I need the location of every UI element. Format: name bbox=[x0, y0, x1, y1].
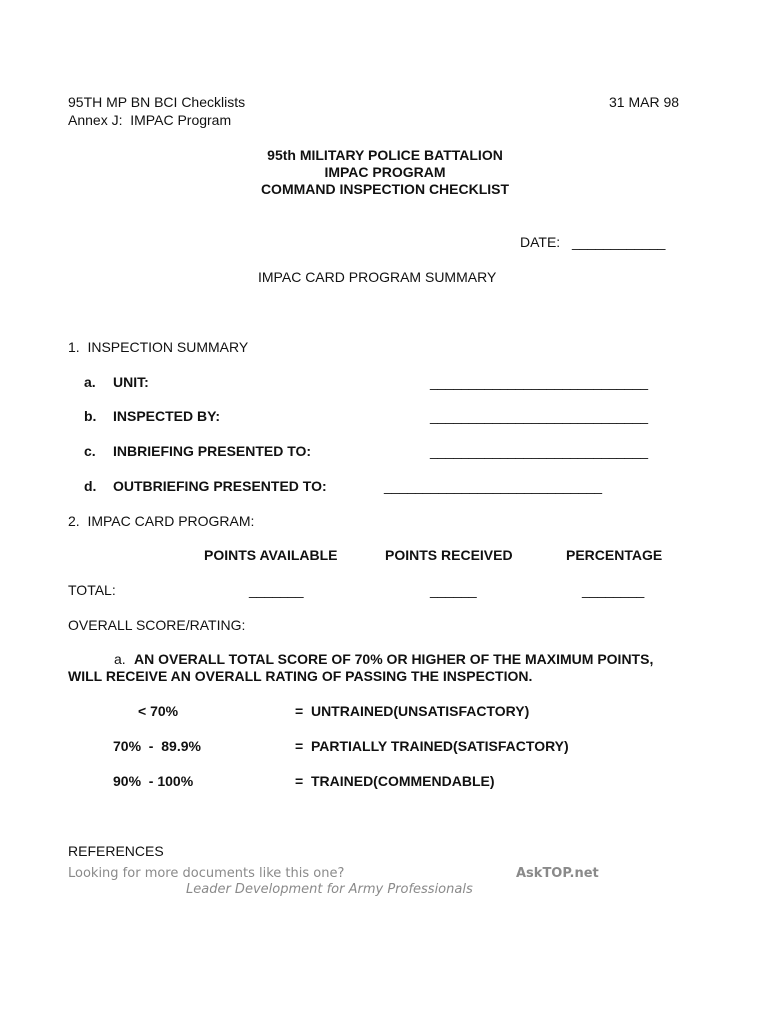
item-b-label: INSPECTED BY: bbox=[113, 408, 221, 424]
title-line-2: IMPAC PROGRAM bbox=[324, 164, 446, 180]
column-points-received: POINTS RECEIVED bbox=[385, 547, 513, 563]
item-b-letter: b. bbox=[84, 408, 97, 424]
rating-range-trained: 90% - 100% bbox=[113, 773, 194, 789]
item-d-label: OUTBRIEFING PRESENTED TO: bbox=[113, 478, 327, 494]
column-percentage: PERCENTAGE bbox=[566, 547, 663, 563]
section1-heading: 1. INSPECTION SUMMARY bbox=[68, 339, 249, 355]
total-points-available-blank: _______ bbox=[249, 582, 304, 598]
rating-result-untrained: = UNTRAINED(UNSATISFACTORY) bbox=[295, 703, 530, 719]
item-d-blank: ____________________________ bbox=[384, 478, 603, 494]
overall-para-line-1: AN OVERALL TOTAL SCORE OF 70% OR HIGHER OF THE MAXIMUM POINTS, bbox=[134, 651, 654, 667]
summary-heading: IMPAC CARD PROGRAM SUMMARY bbox=[258, 269, 497, 285]
footer-prompt: Looking for more documents like this one? bbox=[68, 866, 345, 881]
item-c-blank: ____________________________ bbox=[430, 443, 649, 459]
title-line-3: COMMAND INSPECTION CHECKLIST bbox=[260, 181, 510, 197]
references-heading: REFERENCES bbox=[68, 843, 164, 859]
overall-para-prefix: a. bbox=[114, 651, 126, 667]
footer-brand-link[interactable]: AskTOP.net bbox=[516, 866, 599, 881]
footer-tagline: Leader Development for Army Professionals bbox=[186, 882, 473, 897]
total-points-received-blank: ______ bbox=[430, 582, 477, 598]
item-a-letter: a. bbox=[84, 374, 96, 390]
column-points-available: POINTS AVAILABLE bbox=[204, 547, 338, 563]
item-a-blank: ____________________________ bbox=[430, 374, 649, 390]
date-blank: ____________ bbox=[572, 234, 666, 250]
title-line-1: 95th MILITARY POLICE BATTALION bbox=[267, 147, 503, 163]
section2-heading: 2. IMPAC CARD PROGRAM: bbox=[68, 513, 255, 529]
total-label: TOTAL: bbox=[68, 582, 116, 598]
item-b-blank: ____________________________ bbox=[430, 408, 649, 424]
rating-result-trained: = TRAINED(COMMENDABLE) bbox=[295, 773, 495, 789]
item-a-label: UNIT: bbox=[113, 374, 149, 390]
item-c-letter: c. bbox=[84, 443, 96, 459]
header-date: 31 MAR 98 bbox=[609, 94, 680, 110]
total-percentage-blank: ________ bbox=[582, 582, 645, 598]
item-d-letter: d. bbox=[84, 478, 97, 494]
header-checklist-title: 95TH MP BN BCI Checklists bbox=[68, 94, 246, 110]
overall-para-line-2: WILL RECEIVE AN OVERALL RATING OF PASSING THE INSPECTION. bbox=[68, 668, 533, 684]
overall-heading: OVERALL SCORE/RATING: bbox=[68, 617, 246, 633]
rating-result-partial: = PARTIALLY TRAINED(SATISFACTORY) bbox=[295, 738, 569, 754]
item-c-label: INBRIEFING PRESENTED TO: bbox=[113, 443, 312, 459]
rating-range-partial: 70% - 89.9% bbox=[113, 738, 201, 754]
rating-range-untrained: < 70% bbox=[138, 703, 179, 719]
header-annex: Annex J: IMPAC Program bbox=[68, 112, 232, 128]
date-label: DATE: bbox=[520, 234, 561, 250]
